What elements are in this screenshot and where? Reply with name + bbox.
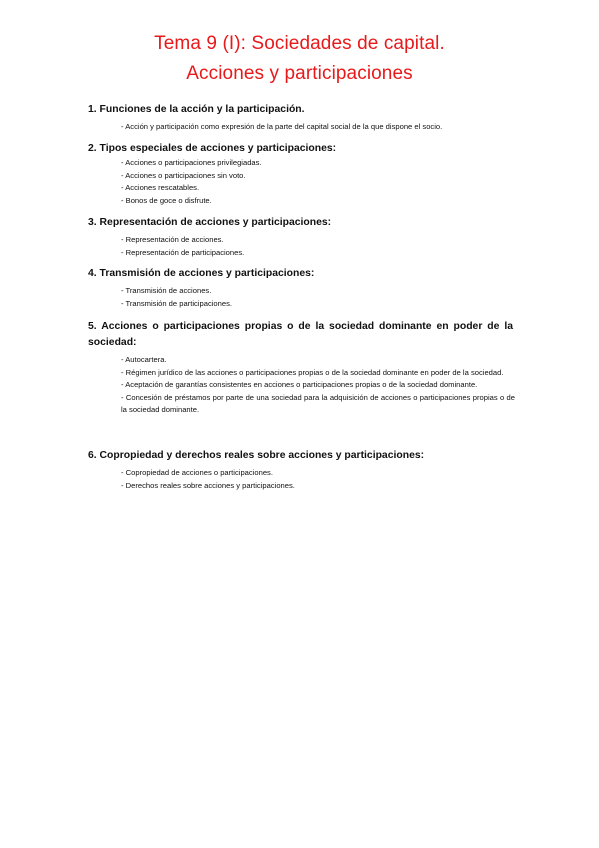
list-item: - Bonos de goce o disfrute.: [121, 195, 212, 205]
section-3-heading: 3. Representación de acciones y participaciones:: [88, 217, 332, 228]
section-1-list: [121, 121, 515, 134]
list-item: - Aceptación de garantías consistentes en acciones o participaciones propias o de la sociedad dominante.: [121, 380, 478, 390]
section-5-list: [121, 354, 515, 417]
list-item: - Transmisión de acciones.: [121, 286, 212, 295]
list-item: - Transmisión de participaciones.: [121, 298, 233, 308]
document-title-line-2: Acciones y participaciones: [186, 63, 413, 84]
list-item: - Acciones rescatables.: [121, 183, 200, 193]
list-item: - Acción y participación como expresión de la parte del capital social de la que dispone el socio.: [121, 122, 443, 131]
section-6-heading: 6. Copropiedad y derechos reales sobre acciones y participaciones:: [88, 450, 425, 461]
section-2-heading: 2. Tipos especiales de acciones y participaciones:: [88, 143, 337, 154]
list-item: - Copropiedad de acciones o participaciones.: [121, 468, 273, 477]
section-3-list: [121, 234, 515, 259]
section-4-heading: 4. Transmisión de acciones y participaciones:: [88, 268, 315, 279]
list-item: - Acciones o participaciones sin voto.: [121, 170, 246, 180]
list-item: - Representación de participaciones.: [121, 247, 245, 257]
section-2-list: [121, 157, 515, 207]
list-item: - Concesión de préstamos por parte de una sociedad para la adquisición de acciones o participaciones propias o de la sociedad dominante.: [121, 392, 515, 415]
list-item: - Régimen jurídico de las acciones o participaciones propias o de la sociedad dominante en poder de la sociedad.: [121, 367, 504, 377]
document-title-line-1: Tema 9 (I): Sociedades de capital.: [154, 33, 445, 54]
list-item: - Representación de acciones.: [121, 235, 224, 244]
section-6-list: [121, 467, 515, 492]
section-4-list: [121, 285, 515, 310]
section-5-heading: 5. Acciones o participaciones propias o de la sociedad dominante en poder de la sociedad:: [88, 321, 513, 348]
list-item: - Derechos reales sobre acciones y participaciones.: [121, 480, 295, 490]
section-1-heading: 1. Funciones de la acción y la participación.: [88, 104, 305, 115]
list-item: - Acciones o participaciones privilegiadas.: [121, 158, 262, 167]
list-item: - Autocartera.: [121, 355, 167, 364]
